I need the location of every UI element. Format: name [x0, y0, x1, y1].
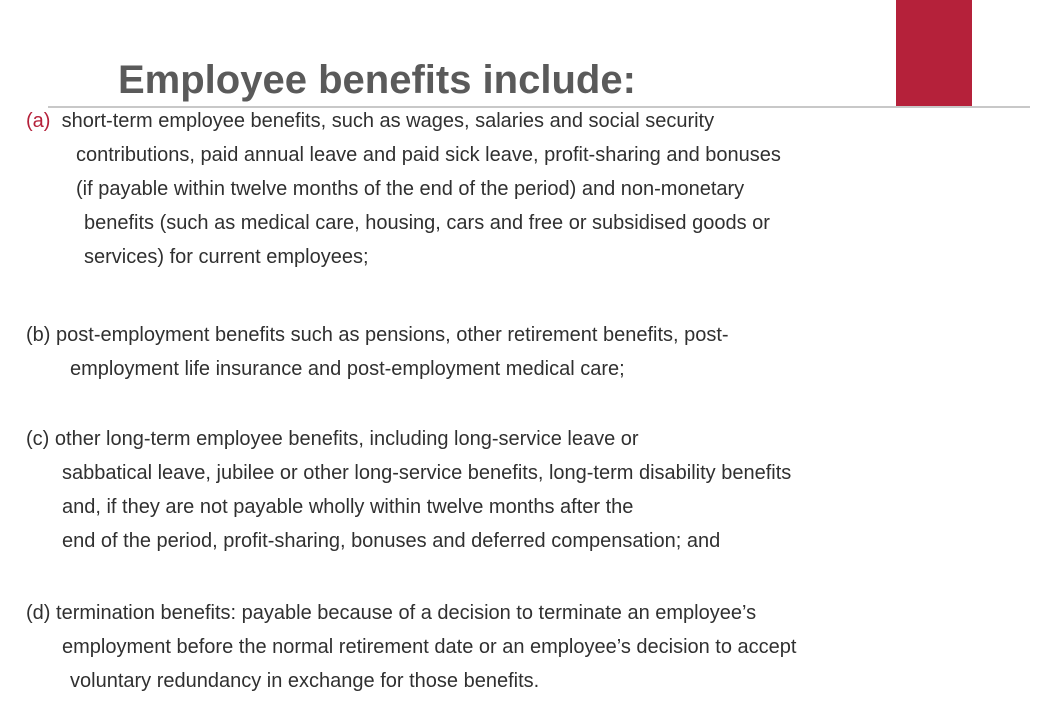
- list-item-a-line-5: services) for current employees;: [84, 246, 369, 268]
- slide-title: Employee benefits include:: [118, 58, 636, 102]
- list-item-b-line-2: employment life insurance and post-employment medical care;: [70, 358, 625, 380]
- item-b-marker: (b): [26, 324, 51, 346]
- list-item-c-line-3: and, if they are not payable wholly within twelve months after the: [62, 496, 634, 518]
- list-item-a-line-4: benefits (such as medical care, housing, cars and free or subsidised goods or: [84, 212, 770, 234]
- list-item-d-line-1: [26, 596, 756, 630]
- list-item-a-line-1: [26, 104, 714, 138]
- item-d-text-1: termination benefits: payable because of a decision to terminate an employee’s: [56, 602, 757, 624]
- list-item-c-line-4: end of the period, profit-sharing, bonuses and deferred compensation; and: [62, 530, 721, 552]
- list-item-a-line-2: contributions, paid annual leave and paid sick leave, profit-sharing and bonuses: [76, 144, 781, 166]
- list-item-a-line-3: (if payable within twelve months of the end of the period) and non-monetary: [76, 178, 745, 200]
- item-b-text-1: post-employment benefits such as pensions, other retirement benefits, post-: [56, 324, 729, 346]
- item-c-marker: (c): [26, 428, 50, 450]
- list-item-d-line-3: voluntary redundancy in exchange for those benefits.: [70, 670, 540, 692]
- item-c-text-1: other long-term employee benefits, including long-service leave or: [54, 428, 639, 450]
- list-item-b-line-1: [26, 318, 729, 352]
- item-a-text-1: short-term employee benefits, such as wages, salaries and social security: [61, 110, 715, 132]
- item-d-marker: (d): [26, 602, 51, 624]
- list-item-d-line-2: employment before the normal retirement date or an employee’s decision to accept: [62, 636, 797, 658]
- list-item-c-line-1: [26, 422, 639, 456]
- item-a-marker: (a): [26, 110, 51, 132]
- list-item-c-line-2: sabbatical leave, jubilee or other long-service benefits, long-term disability benefits: [62, 462, 792, 484]
